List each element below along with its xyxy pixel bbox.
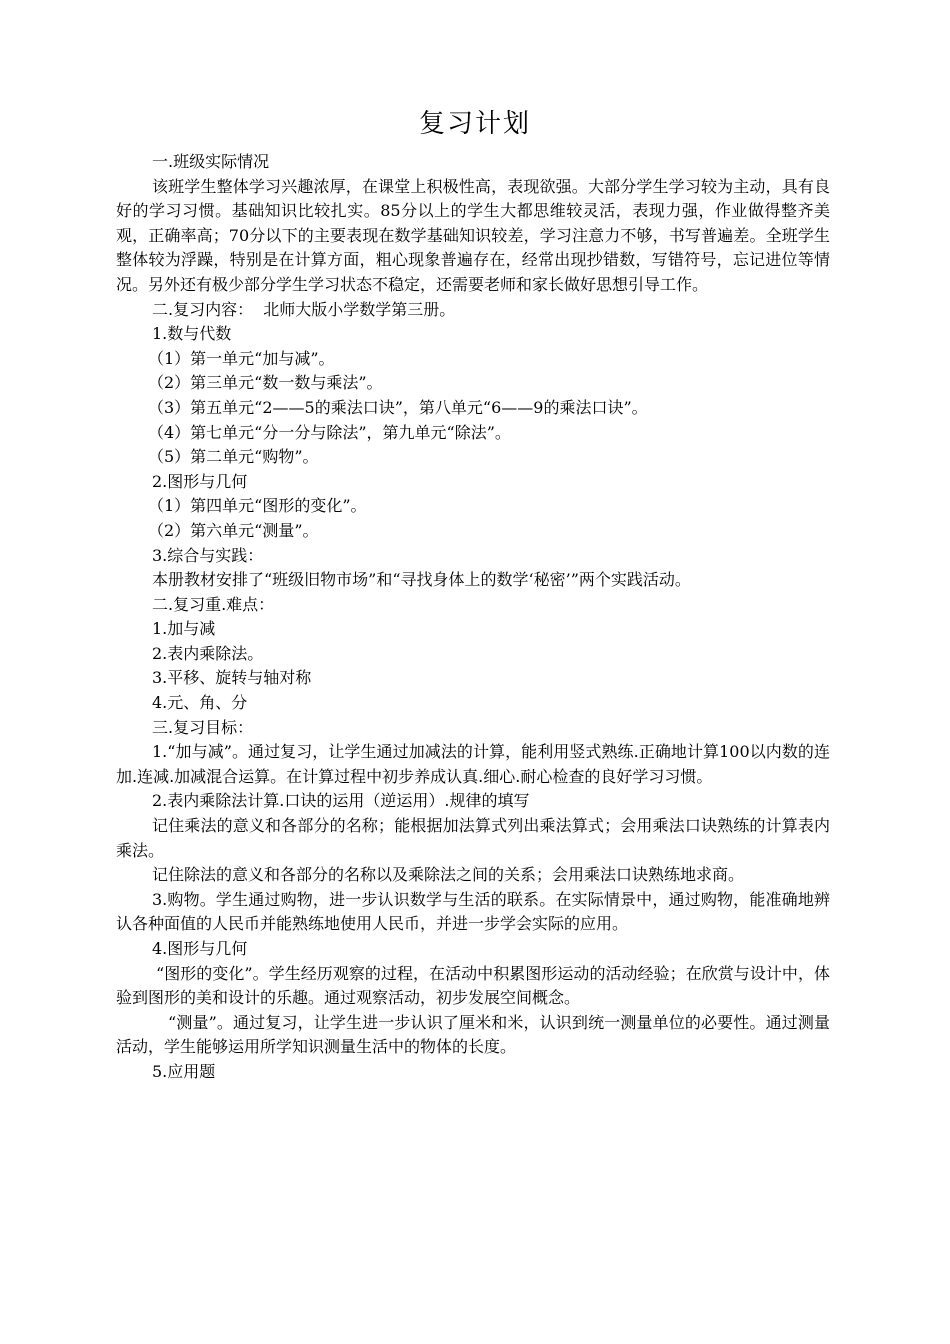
document-body <box>116 150 830 1085</box>
paragraph: 2.表内乘除法。 <box>152 643 264 663</box>
paragraph: 该班学生整体学习兴趣浓厚，在课堂上积极性高，表现欲强。大部分学生学习较为主动，具有良好的学习习惯。基础知识比较扎实。85分以上的学生大都思维较灵活，表现力强，作业做得整齐美观，正确率高；70分以下的主要表现在数学基础知识较差，学习注意力不够，书写普遍差。全班学生整体较为浮躁，特别是在计算方面，粗心现象普遍存在，经常出现抄错数，写错符号，忘记进位等情况。另外还有极少部分学生学习状态不稳定，还需要老师和家长做好思想引导工作。 <box>116 176 830 294</box>
paragraph: 1.数与代数 <box>152 324 232 344</box>
paragraph: （1）第四单元“图形的变化”。 <box>148 496 367 516</box>
paragraph: 记住除法的意义和各部分的名称以及乘除法之间的关系；会用乘法口诀熟练地求商。 <box>152 865 745 885</box>
paragraph: 三.复习目标： <box>152 717 254 737</box>
paragraph: （3）第五单元“2——5的乘法口诀”，第八单元“6——9的乘法口诀”。 <box>148 397 648 417</box>
paragraph: 本册教材安排了“班级旧物市场”和“寻找身体上的数学‘秘密’”两个实践活动。 <box>152 570 691 590</box>
paragraph: 5.应用题 <box>152 1061 216 1081</box>
paragraph: 4.元、角、分 <box>152 693 248 713</box>
paragraph: 2.图形与几何 <box>152 471 248 491</box>
paragraph: （2）第三单元“数一数与乘法”。 <box>148 373 383 393</box>
paragraph: 2.表内乘除法计算.口诀的运用（逆运用）.规律的填写 <box>152 791 530 811</box>
paragraph: 二.复习重.难点： <box>152 594 275 614</box>
paragraph: 4.图形与几何 <box>152 939 248 958</box>
paragraph: 记住乘法的意义和各部分的名称；能根据加法算式列出乘法算式；会用乘法口诀熟练的计算表内乘法。 <box>116 816 830 860</box>
paragraph: （5）第二单元“购物”。 <box>148 447 319 467</box>
paragraph: 1.“加与减”。通过复习，让学生通过加减法的计算，能利用竖式熟练.正确地计算100以内数的连加.连减.加减混合运算。在计算过程中初步养成认真.细心.耐心检查的良好学习习惯。 <box>116 742 830 786</box>
paragraph: （1）第一单元“加与减”。 <box>148 348 335 368</box>
paragraph: 3.平移、旋转与轴对称 <box>152 668 312 688</box>
paragraph: 3.综合与实践： <box>152 545 264 565</box>
paragraph: 一.班级实际情况 <box>152 152 270 171</box>
paragraph: 二.复习内容： 北师大版小学数学第三册。 <box>152 299 456 319</box>
paragraph: （2）第六单元“测量”。 <box>148 520 319 540</box>
paragraph: “图形的变化”。学生经历观察的过程，在活动中积累图形运动的活动经验；在欣赏与设计中，体验到图形的美和设计的乐趣。通过观察活动，初步发展空间概念。 <box>116 963 830 1008</box>
document-title: 复习计划 <box>418 109 531 139</box>
paragraph: 3.购物。学生通过购物，进一步认识数学与生活的联系。在实际情景中，通过购物，能准确地辨认各种面值的人民币并能熟练地使用人民币，并进一步学会实际的应用。 <box>116 889 830 934</box>
paragraph: 1.加与减 <box>152 619 216 639</box>
paragraph: “测量”。通过复习，让学生进一步认识了厘米和米，认识到统一测量单位的必要性。通过测量活动，学生能够运用所学知识测量生活中的物体的长度。 <box>116 1012 830 1057</box>
paragraph: （4）第七单元“分一分与除法”，第九单元“除法”。 <box>148 422 511 442</box>
